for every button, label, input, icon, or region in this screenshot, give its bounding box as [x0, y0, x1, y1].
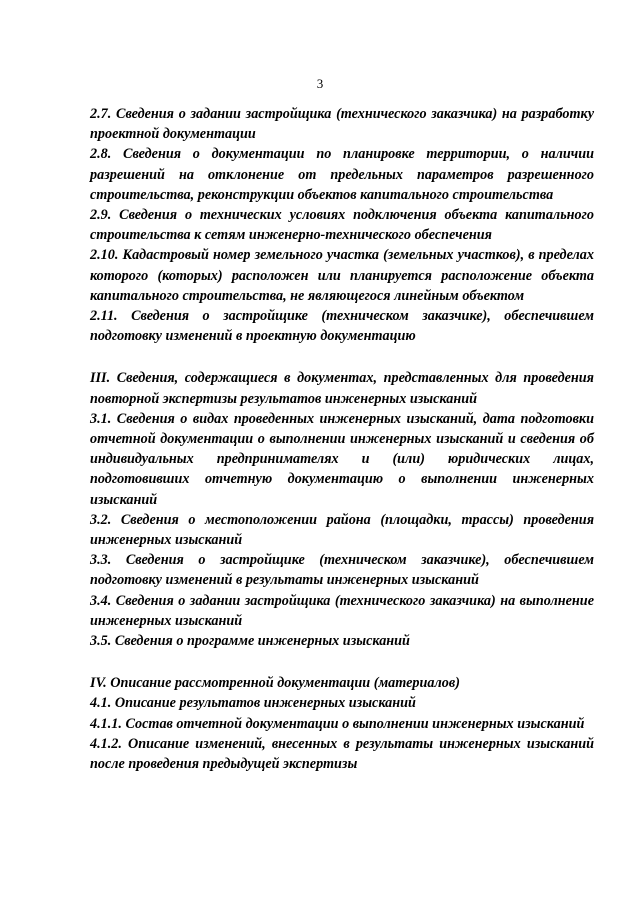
toc-section-3[interactable]: III. Сведения, содержащиеся в документах, представленных для проведения повторной экспертизы результатов инженерных изысканий — [90, 370, 594, 407]
toc-entry-4-1-1[interactable]: 4.1.1. Состав отчетной документации о выполнении инженерных изысканий — [90, 715, 585, 732]
toc-entry-2-11[interactable]: 2.11. Сведения о застройщике (техническом заказчике), обеспечившем подготовку изменений в проектную документацию — [90, 308, 594, 345]
toc-entry-2-9[interactable]: 2.9. Сведения о технических условиях подключения объекта капитального строительства к сетям инженерно-технического обеспечения — [90, 207, 594, 244]
toc-entry-3-4[interactable]: 3.4. Сведения о задании застройщика (технического заказчика) на выполнение инженерных изысканий — [90, 592, 594, 629]
toc-entry-3-1[interactable]: 3.1. Сведения о видах проведенных инженерных изысканий, дата подготовки отчетной документации о выполнении инженерных изысканий и сведения об индивидуальных предпринимателях и (или) юридических лицах, подготовивших отчетную документацию о выполнении инженерных изысканий — [90, 410, 594, 508]
toc-entry-4-1-2[interactable]: 4.1.2. Описание изменений, внесенных в результаты инженерных изысканий после проведения предыдущей экспертизы — [90, 735, 594, 773]
toc-entry-2-10[interactable]: 2.10. Кадастровый номер земельного участка (земельных участков), в пределах которого (которых) расположен или планируется расположение объекта капитального строительства, не являющегося линейным объектом — [90, 247, 594, 304]
toc-entry-3-3[interactable]: 3.3. Сведения о застройщике (техническом заказчике), обеспечившем подготовку изменений в результаты инженерных изысканий — [90, 552, 594, 589]
toc-section-4[interactable]: IV. Описание рассмотренной документации (материалов) — [90, 675, 460, 692]
table-of-contents — [90, 104, 594, 774]
toc-entry-2-7[interactable]: 2.7. Сведения о задании застройщика (технического заказчика) на разработку проектной документации — [90, 106, 594, 143]
toc-entry-4-1[interactable]: 4.1. Описание результатов инженерных изысканий — [90, 695, 416, 712]
toc-entry-3-2[interactable]: 3.2. Сведения о местоположении района (площадки, трассы) проведения инженерных изысканий — [90, 511, 594, 549]
toc-entry-3-5[interactable]: 3.5. Сведения о программе инженерных изысканий — [90, 633, 410, 650]
page-number: 3 — [316, 76, 324, 91]
toc-entry-2-8[interactable]: 2.8. Сведения о документации по планировке территории, о наличии разрешений на отклонение от предельных параметров разрешенного строительства, реконструкции объектов капитального строительства — [90, 146, 594, 203]
